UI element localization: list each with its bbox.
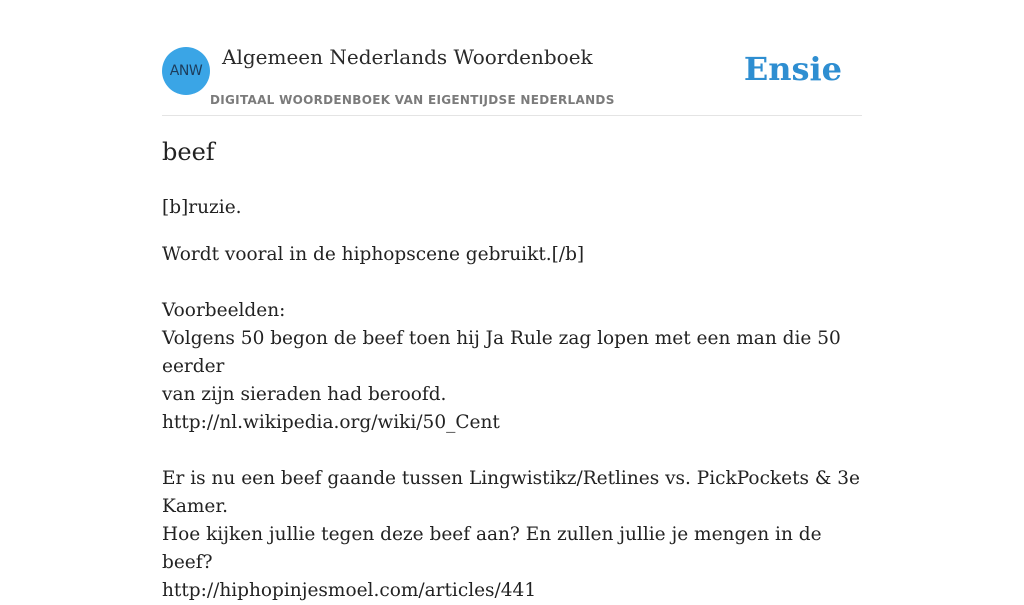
definition-line: van zijn sieraden had beroofd. [162,384,447,405]
definition-line: Hoe kijken jullie tegen deze beef aan? En zullen jullie je mengen in de beef? [162,524,822,573]
site-header [162,0,862,116]
entry-word: beef [162,138,215,166]
definition-line: Wordt vooral in de hiphopscene gebruikt.[/b] [162,244,585,265]
definition-body [162,241,862,605]
entry-definition [162,194,862,605]
definition-line: Er is nu een beef gaande tussen Lingwistikz/Retlines vs. PickPockets & 3e Kamer. [162,468,860,517]
definition-line: [b]ruzie. [162,197,242,218]
site-title[interactable]: Algemeen Nederlands Woordenboek [222,45,593,69]
page [162,0,862,601]
definition-line: Voorbeelden: [162,300,286,321]
example-link[interactable]: http://hiphopinjesmoel.com/articles/441 [162,580,537,601]
ensie-logo-link[interactable]: Ensie [743,50,842,88]
definition-line: Volgens 50 begon de beef toen hij Ja Rule zag lopen met een man die 50 eerder [162,328,841,377]
definition-blank-line [162,437,862,465]
anw-logo[interactable]: ANW [162,47,210,95]
site-subtitle: DIGITAAL WOORDENBOEK VAN EIGENTIJDSE NEDERLANDS [210,93,615,107]
definition-blank-line [162,269,862,297]
example-link[interactable]: http://nl.wikipedia.org/wiki/50_Cent [162,412,500,433]
